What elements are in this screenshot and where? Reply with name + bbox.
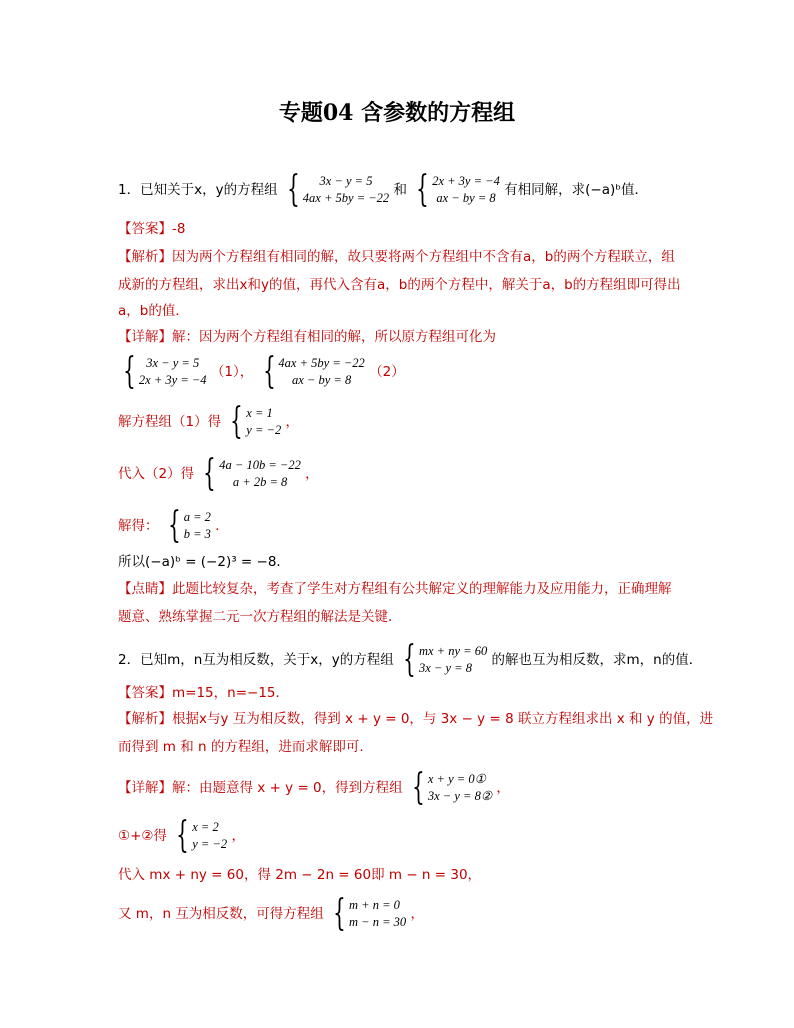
add-step: ①+②得 { x = 2 y = −2 ， [118,815,245,856]
analysis-1-line3: a，b的值． [118,303,189,319]
analysis-2-line2: 而得到 m 和 n 的方程组，进而求解即可. [118,739,364,755]
solve-1: 解方程组（1）得 { x = 1 y = −2 ， [118,401,300,442]
analysis-2-line1: 【解析】根据x与y 互为相反数，得到 x + y = 0，与 3x − y = 8 联立方程组求出 x 和 y 的值，进 [118,711,714,727]
page-title: 专题04 含参数的方程组 [278,100,516,126]
solution-2: { a = 2 b = 3 [167,505,211,546]
system-a: { 3x − y = 5 4ax + 5by = −22 [287,169,390,210]
system-3: { 4a − 10b = −22 a + 2b = 8 [203,453,301,494]
detail-1: 【详解】解：因为两个方程组有相同的解，所以原方程组可化为 [118,329,496,345]
system-q2-1: { x + y = 0① 3x − y = 8② [412,767,493,808]
system-q2-2: { m + n = 0 m − n = 30 [333,893,407,934]
substitute-2: 代入（2）得 { 4a − 10b = −22 a + 2b = 8 ， [118,453,319,494]
system-2: { 4ax + 5by = −22 ax − by = 8 [262,351,365,392]
system-1: { 3x − y = 5 2x + 3y = −4 [123,351,207,392]
question-2: 2．已知m，n互为相反数，关于x，y的方程组 { mx + ny = 60 3x − y = 8 的解也互为相反数，求m，n的值． [118,639,703,680]
system-b: { 2x + 3y = −4 ax − by = 8 [416,169,500,210]
question-1: 1．已知关于x，y的方程组 { 3x − y = 5 4ax + 5by = −22 和 { 2x + 3y = −4 ax − by = 8 有相同解，求(−a)ᵇ值． [118,169,649,210]
detail-2: 【详解】解：由题意得 x + y = 0，得到方程组 { x + y = 0① 3x − y = 8② ， [118,767,510,808]
solution-q2: { x = 2 y = −2 [176,815,228,856]
solution-1: { x = 1 y = −2 [230,401,282,442]
substitute-q2: 代入 mx + ny = 60，得 2m − 2n = 60即 m − n = 30， [118,867,482,883]
comment-1-line1: 【点睛】此题比较复杂，考查了学生对方程组有公共解定义的理解能力及应用能力，正确理解 [118,581,672,597]
analysis-1-line1: 【解析】因为两个方程组有相同的解，故只要将两个方程组中不含有a，b的两个方程联立，组 [118,249,675,265]
system-q2: { mx + ny = 60 3x − y = 8 [403,639,488,680]
conclusion-1: 所以(−a)ᵇ = (−2)³ = −8． [118,554,290,570]
result-1: 解得： { a = 2 b = 3 ． [118,505,229,546]
analysis-1-line2: 成新的方程组，求出x和y的值，再代入含有a，b的两个方程中，解关于a，b的方程组即可得出 [118,277,681,293]
answer-1: 【答案】-8 [118,221,186,237]
comment-1-line2: 题意、熟练掌握二元一次方程组的解法是关键． [118,609,402,625]
answer-2: 【答案】m=15，n=−15． [118,685,289,701]
systems-1-2: { 3x − y = 5 2x + 3y = −4 （1）， { 4ax + 5by = −22 ax − by = 8 （2） [118,354,405,390]
also-step: 又 m，n 互为相反数，可得方程组 { m + n = 0 m − n = 30 ， [118,893,424,934]
